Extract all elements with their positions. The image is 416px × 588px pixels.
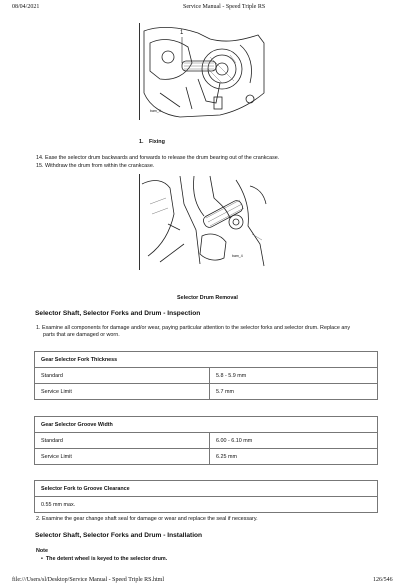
spec-table-groove-width <box>34 416 378 465</box>
spec-table-fork-thickness <box>34 351 378 400</box>
figure-caption: Selector Drum Removal <box>177 295 238 301</box>
legend-item <box>139 139 165 145</box>
table-cell-value: 5.7 mm <box>210 384 378 400</box>
step-15: 15. Withdraw the drum from within the crankcase. <box>36 163 155 169</box>
inspection-step-2: 2. Examine the gear change shaft seal for damage or wear and replace the seal if necessary. <box>36 516 258 522</box>
header-title: Service Manual - Speed Triple RS <box>183 4 266 10</box>
table-cell-label: Standard <box>35 368 210 384</box>
footer-path: file:///Users/sl/Desktop/Service Manual - Speed Triple RS.html <box>12 577 164 583</box>
table-cell-value: 6.25 mm <box>210 449 378 465</box>
table-header-row <box>35 352 378 368</box>
table-cell-label: Service Limit <box>35 384 210 400</box>
note-label: Note <box>36 548 48 554</box>
table-cell-value: 5.8 - 5.9 mm <box>210 368 378 384</box>
spec-table-fork-clearance <box>34 480 378 513</box>
table-title: Selector Fork to Groove Clearance <box>35 481 378 497</box>
step-14: 14. Ease the selector drum backwards and forwards to release the drum bearing out of the crankcase. <box>36 155 280 161</box>
figure-fixing-callout: 1 <box>180 30 184 36</box>
table-title: Gear Selector Fork Thickness <box>35 352 378 368</box>
figure-fixing-code: bam_3 <box>150 109 161 113</box>
figure-drum-code: bam_4 <box>232 254 243 258</box>
fixing-illustration <box>140 23 267 120</box>
inspection-step-1-line1: 1. Examine all components for damage and/or wear, paying particular attention to the selector forks and selector drum. Replace any <box>36 325 351 331</box>
note-bullet-text: The detent wheel is keyed to the selector drum. <box>45 556 168 562</box>
header-date: 08/04/2021 <box>12 4 40 10</box>
inspection-step-1-line2: parts that are damaged or worn. <box>43 332 120 338</box>
figure-selector-drum-removal <box>139 174 268 270</box>
table-row <box>35 433 378 449</box>
drum-removal-illustration <box>140 174 268 270</box>
table-cell-value: 0.55 mm max. <box>35 497 378 513</box>
note-bullet <box>41 556 167 562</box>
figure-fixing <box>139 23 267 120</box>
table-cell-value: 6.00 - 6.10 mm <box>210 433 378 449</box>
table-row <box>35 368 378 384</box>
bullet-dot: • <box>41 556 43 562</box>
legend-text: Fixing <box>149 139 165 145</box>
table-row <box>35 497 378 513</box>
table-header-row <box>35 417 378 433</box>
table-cell-label: Standard <box>35 433 210 449</box>
footer-page: 126/546 <box>373 577 393 583</box>
table-row <box>35 449 378 465</box>
section-heading-inspection: Selector Shaft, Selector Forks and Drum - Inspection <box>35 310 201 317</box>
section-heading-installation: Selector Shaft, Selector Forks and Drum - Installation <box>35 532 203 539</box>
table-cell-label: Service Limit <box>35 449 210 465</box>
table-title: Gear Selector Groove Width <box>35 417 378 433</box>
table-header-row <box>35 481 378 497</box>
table-row <box>35 384 378 400</box>
legend-number: 1. <box>139 139 144 145</box>
